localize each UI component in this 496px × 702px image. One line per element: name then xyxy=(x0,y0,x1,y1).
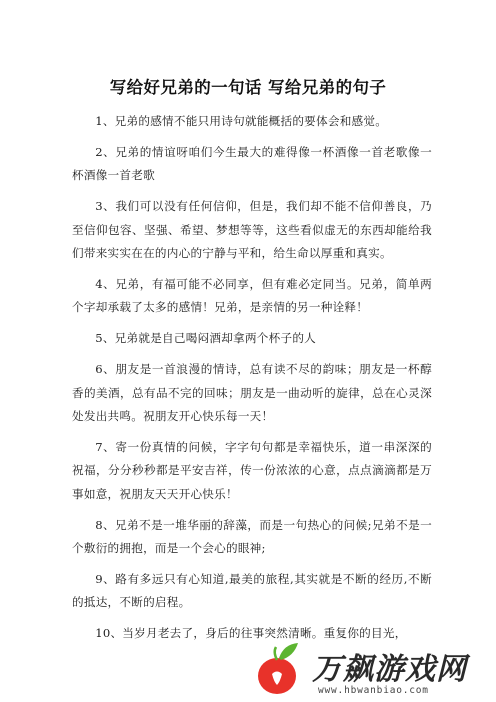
paragraph-1: 1、兄弟的感情不能只用诗句就能概括的要体会和感觉。 xyxy=(95,114,388,128)
site-name: 万飙游戏网 xyxy=(312,652,467,687)
document-title: 写给好兄弟的一句话 写给兄弟的句子 xyxy=(109,78,387,97)
site-logo-icon xyxy=(246,638,308,700)
paragraph-10: 10、当岁月老去了，身后的往事突然清晰。重复你的目光， xyxy=(95,626,407,641)
site-url: www.hbwanbiao.com xyxy=(318,685,429,696)
paragraph-3: 3、我们可以没有任何信仰，但是，我们却不能不信仰善良，乃至信仰包容、坚强、希望、梦想等等，这些看似虚无的东西却能给我们带来实实在在的内心的宁静与平和，给生命以厚重和真实。 xyxy=(72,199,432,261)
paragraph-7: 7、寄一份真情的问候，字字句句都是幸福快乐，道一串深深的祝福，分分秒秒都是平安吉祥，传一份浓浓的心意，点点滴滴都是万事如意，祝朋友天天开心快乐！ xyxy=(72,439,432,501)
paragraph-2: 2、兄弟的情谊呀咱们今生最大的难得像一杯酒像一首老歌像一杯酒像一首老歌 xyxy=(72,144,432,183)
paragraph-5: 5、兄弟就是自己喝闷酒却拿两个杯子的人 xyxy=(95,331,317,346)
document-body xyxy=(72,110,432,653)
paragraph-8: 8、兄弟不是一堆华丽的辞藻，而是一句热心的问候;兄弟不是一个敷衍的拥抱，而是一个会心的眼神; xyxy=(72,517,432,555)
site-watermark xyxy=(246,638,486,700)
paragraph-6: 6、朋友是一首浪漫的情诗，总有读不尽的韵味；朋友是一杯醇香的美酒，总有品不完的回味；朋友是一曲动听的旋律，总在心灵深处发出共鸣。祝朋友开心快乐每一天！ xyxy=(72,362,432,423)
paragraph-4: 4、兄弟，有福可能不必同享，但有难必定同当。兄弟，简单两个字却承载了太多的感情！兄弟，是亲情的另一种诠释！ xyxy=(72,276,432,315)
paragraph-9: 9、路有多远只有心知道,最美的旅程,其实就是不断的经历,不断的抵达，不断的启程。 xyxy=(72,571,432,610)
